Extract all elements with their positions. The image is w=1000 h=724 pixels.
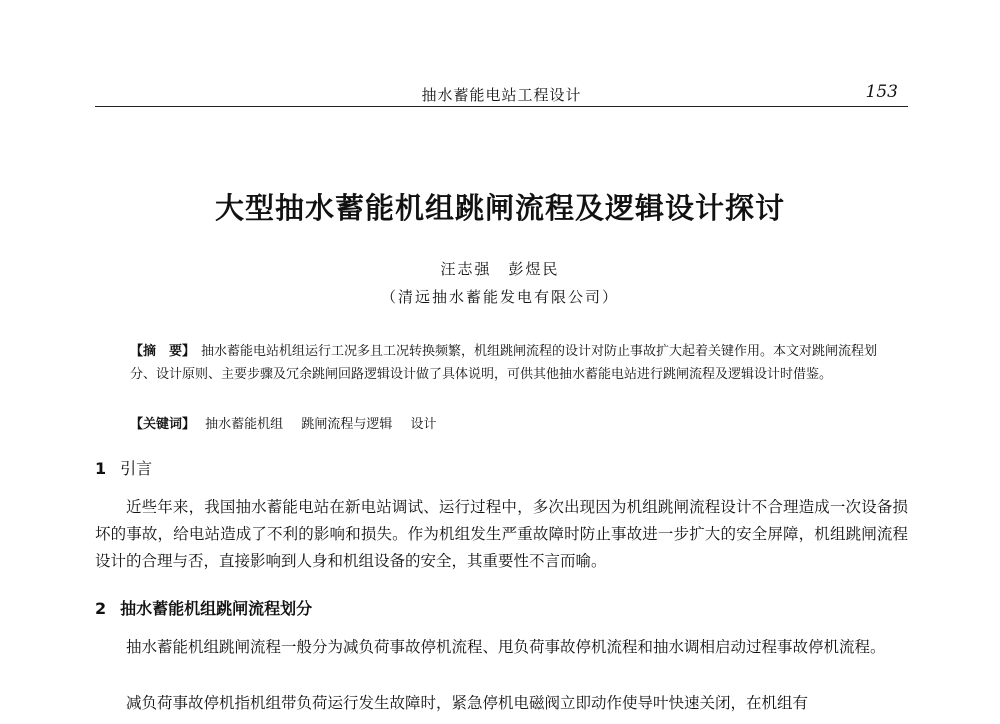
keyword: 设计	[410, 417, 437, 432]
paragraph: 减负荷事故停机指机组带负荷运行发生故障时，紧急停机电磁阀立即动作使导叶快速关闭，在机组有	[126, 694, 809, 712]
paragraph: 近些年来，我国抽水蓄能电站在新电站调试、运行过程中，多次出现因为机组跳闸流程设计不合理造成一次设备损坏的事故，给电站造成了不利的影响和损失。作为机组发生严重故障时防止事故进一步扩大的安全屏障，机组跳闸流程设计的合理与否，直接影响到人身和机组设备的安全，其重要性不言而喻。	[95, 498, 908, 570]
section-number: 2	[95, 599, 107, 618]
keyword: 跳闸流程与逻辑	[301, 417, 393, 432]
running-title: 抽水蓄能电站工程设计	[421, 86, 582, 104]
authors: 汪志强 彭煜民	[440, 260, 560, 278]
abstract-label: 【摘 要】	[130, 344, 196, 359]
paper-title: 大型抽水蓄能机组跳闸流程及逻辑设计探讨	[214, 191, 785, 225]
keywords	[130, 413, 450, 432]
keywords-label: 【关键词】	[130, 417, 196, 432]
abstract	[130, 340, 890, 386]
abstract-text: 抽水蓄能电站机组运行工况多且工况转换频繁，机组跳闸流程的设计对防止事故扩大起着关键作用。本文对跳闸流程划分、设计原则、主要步骤及冗余跳闸回路逻辑设计做了具体说明，可供其他抽水蓄能电站进行跳闸流程及逻辑设计时借鉴。	[130, 344, 878, 382]
section-title: 引言	[120, 459, 153, 478]
section-heading	[95, 456, 152, 479]
paragraph: 抽水蓄能机组跳闸流程一般分为减负荷事故停机流程、甩负荷事故停机流程和抽水调相启动过程事故停机流程。	[126, 638, 886, 656]
section-heading	[95, 596, 312, 619]
section-number: 1	[95, 459, 107, 478]
section-title: 抽水蓄能机组跳闸流程划分	[120, 599, 313, 618]
affiliation: （清远抽水蓄能发电有限公司）	[380, 288, 619, 306]
page-number: 153	[865, 82, 898, 102]
keyword: 抽水蓄能机组	[205, 417, 284, 432]
running-header	[95, 80, 908, 107]
